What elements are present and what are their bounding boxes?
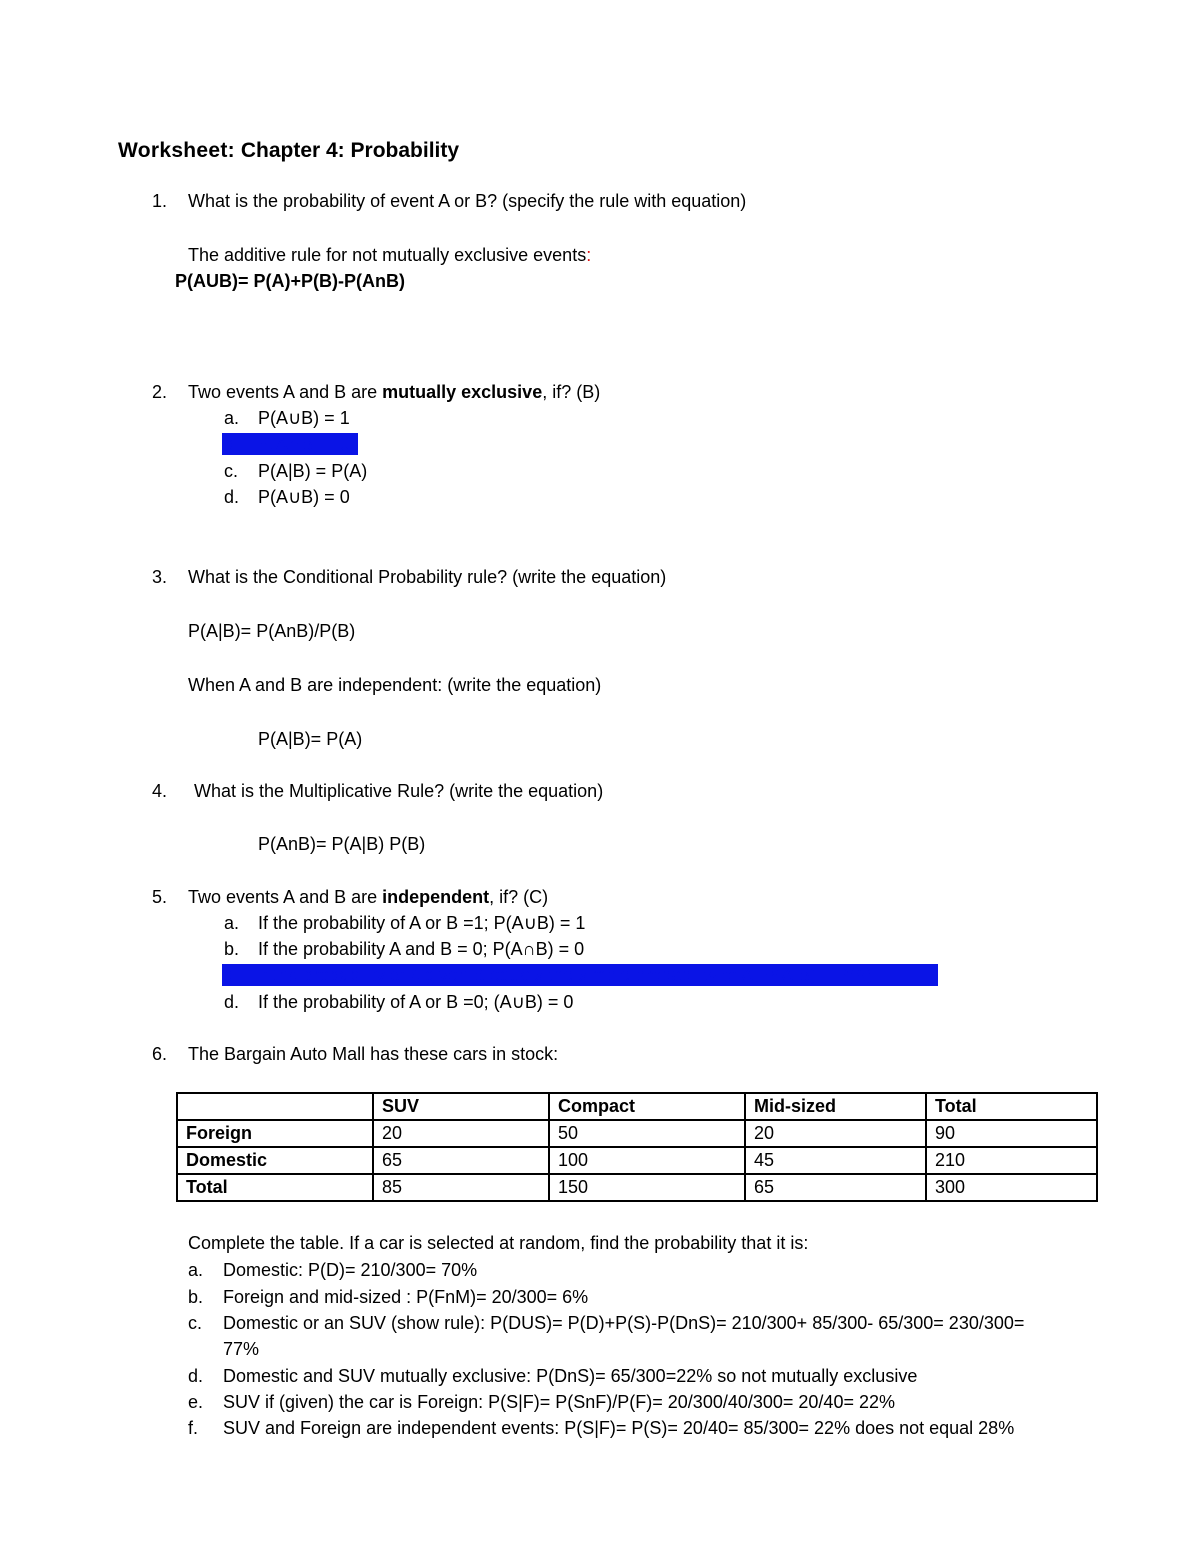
q2-question bbox=[188, 381, 600, 403]
table-cell: 85 bbox=[373, 1174, 549, 1201]
q1-answer bbox=[188, 244, 591, 266]
q6-answer-c-text: Domestic or an SUV (show rule): P(DUS)= P(D)+P(S)-P(DnS)= 210/300+ 85/300- 65/300= 230/300= bbox=[223, 1313, 1025, 1333]
q6-answer-b-text: Foreign and mid-sized : P(FnM)= 20/300= 6% bbox=[223, 1287, 589, 1307]
q6-answer-a-text: Domestic: P(D)= 210/300= 70% bbox=[223, 1260, 478, 1280]
table-cell: 300 bbox=[926, 1174, 1097, 1201]
table-header-cell: Compact bbox=[549, 1093, 745, 1120]
q4-number: 4. bbox=[152, 781, 168, 801]
table-row bbox=[177, 1120, 1097, 1147]
q2-question-post: , if? (B) bbox=[542, 382, 601, 402]
inventory-table bbox=[176, 1092, 1098, 1202]
q5-number: 5. bbox=[152, 887, 168, 907]
q4-equation: P(AnB)= P(A|B) P(B) bbox=[258, 834, 426, 854]
q2-option-b-letter: b. bbox=[224, 434, 240, 454]
q5-option-d-text: If the probability of A or B =0; (A∪B) = 0 bbox=[258, 992, 574, 1012]
table-header-cell: SUV bbox=[373, 1093, 549, 1120]
q6-answer-c-letter: c. bbox=[188, 1313, 203, 1333]
table-row-label: Domestic bbox=[177, 1147, 373, 1174]
title-rest: Chapter 4: Probability bbox=[240, 139, 460, 162]
table-row bbox=[177, 1147, 1097, 1174]
q2-question-pre: Two events A and B are bbox=[188, 382, 383, 402]
q5-option-b-text: If the probability A and B = 0; P(A∩B) = 0 bbox=[258, 939, 585, 959]
q1-question: What is the probability of event A or B? (specify the rule with equation) bbox=[188, 191, 747, 211]
q6-answer-d-letter: d. bbox=[188, 1366, 204, 1386]
table-cell: 100 bbox=[549, 1147, 745, 1174]
q2-option-c-letter: c. bbox=[224, 461, 239, 481]
table-cell: 20 bbox=[373, 1120, 549, 1147]
q1-answer-colon: : bbox=[586, 245, 592, 265]
q2-option-d-text: P(A∪B) = 0 bbox=[258, 487, 350, 507]
table-header-cell: Mid-sized bbox=[745, 1093, 926, 1120]
q5-option-c-highlighted bbox=[222, 964, 938, 986]
table-cell: 20 bbox=[745, 1120, 926, 1147]
q6-answer-c-continuation: 77% bbox=[223, 1339, 260, 1359]
q6-answer-f-letter: f. bbox=[188, 1418, 199, 1438]
q6-instruction: Complete the table. If a car is selected at random, find the probability that it is: bbox=[188, 1233, 809, 1253]
q6-number: 6. bbox=[152, 1044, 168, 1064]
table-row-label: Total bbox=[177, 1174, 373, 1201]
table-cell: 210 bbox=[926, 1147, 1097, 1174]
q3-question: What is the Conditional Probability rule? (write the equation) bbox=[188, 567, 667, 587]
q5-option-a-text: If the probability of A or B =1; P(A∪B) = 1 bbox=[258, 913, 586, 933]
q5-option-c-letter: c. bbox=[224, 965, 239, 985]
q6-answer-b-letter: b. bbox=[188, 1287, 204, 1307]
q6-answer-d-text: Domestic and SUV mutually exclusive: P(DnS)= 65/300=22% so not mutually exclusive bbox=[223, 1366, 918, 1386]
table-cell: 45 bbox=[745, 1147, 926, 1174]
q2-option-d-letter: d. bbox=[224, 487, 240, 507]
q5-option-a-letter: a. bbox=[224, 913, 240, 933]
q2-question-bold: mutually exclusive bbox=[382, 382, 543, 402]
q5-option-d-letter: d. bbox=[224, 992, 240, 1012]
q5-question bbox=[188, 886, 548, 908]
q6-answer-e-letter: e. bbox=[188, 1392, 204, 1412]
q2-option-b-highlighted bbox=[222, 433, 358, 455]
q3-independent-equation: P(A|B)= P(A) bbox=[258, 729, 363, 749]
q6-question: The Bargain Auto Mall has these cars in stock: bbox=[188, 1044, 559, 1064]
q2-option-a-text: P(A∪B) = 1 bbox=[258, 408, 350, 428]
table-row-label: Foreign bbox=[177, 1120, 373, 1147]
table-cell: 50 bbox=[549, 1120, 745, 1147]
q5-question-pre: Two events A and B are bbox=[188, 887, 383, 907]
table-header-cell: Total bbox=[926, 1093, 1097, 1120]
q6-answer-f-text: SUV and Foreign are independent events: P(S|F)= P(S)= 20/40= 85/300= 22% does not equal 28% bbox=[223, 1418, 1015, 1438]
page-title bbox=[118, 138, 459, 164]
table-row bbox=[177, 1174, 1097, 1201]
title-lead: Worksheet: bbox=[118, 139, 235, 162]
q3-equation: P(A|B)= P(AnB)/P(B) bbox=[188, 621, 356, 641]
q5-question-bold: independent bbox=[382, 887, 490, 907]
q5-question-post: , if? (C) bbox=[489, 887, 549, 907]
q5-option-b-letter: b. bbox=[224, 939, 240, 959]
q6-answer-e-text: SUV if (given) the car is Foreign: P(S|F)= P(SnF)/P(F)= 20/300/40/300= 20/40= 22% bbox=[223, 1392, 895, 1412]
table-header-cell bbox=[177, 1093, 373, 1120]
q2-number: 2. bbox=[152, 382, 168, 402]
q2-option-c-text: P(A|B) = P(A) bbox=[258, 461, 368, 481]
table-cell: 150 bbox=[549, 1174, 745, 1201]
q3-number: 3. bbox=[152, 567, 168, 587]
q3-independent-question: When A and B are independent: (write the equation) bbox=[188, 675, 602, 695]
table-cell: 65 bbox=[373, 1147, 549, 1174]
q4-question: What is the Multiplicative Rule? (write the equation) bbox=[194, 781, 604, 801]
table-cell: 65 bbox=[745, 1174, 926, 1201]
table-header-row bbox=[177, 1093, 1097, 1120]
q2-option-b-text: P(A∩B) = 0 bbox=[258, 434, 350, 454]
table-cell: 90 bbox=[926, 1120, 1097, 1147]
q1-equation: P(AUB)= P(A)+P(B)-P(AnB) bbox=[175, 271, 405, 291]
q5-option-c-text: If the probability of A given B equals the simple probability of A; P(A|B) = P(A) bbox=[258, 965, 873, 985]
q1-answer-text: The additive rule for not mutually exclusive events bbox=[188, 245, 587, 265]
q1-number: 1. bbox=[152, 191, 168, 211]
q6-answer-a-letter: a. bbox=[188, 1260, 204, 1280]
q2-option-a-letter: a. bbox=[224, 408, 240, 428]
